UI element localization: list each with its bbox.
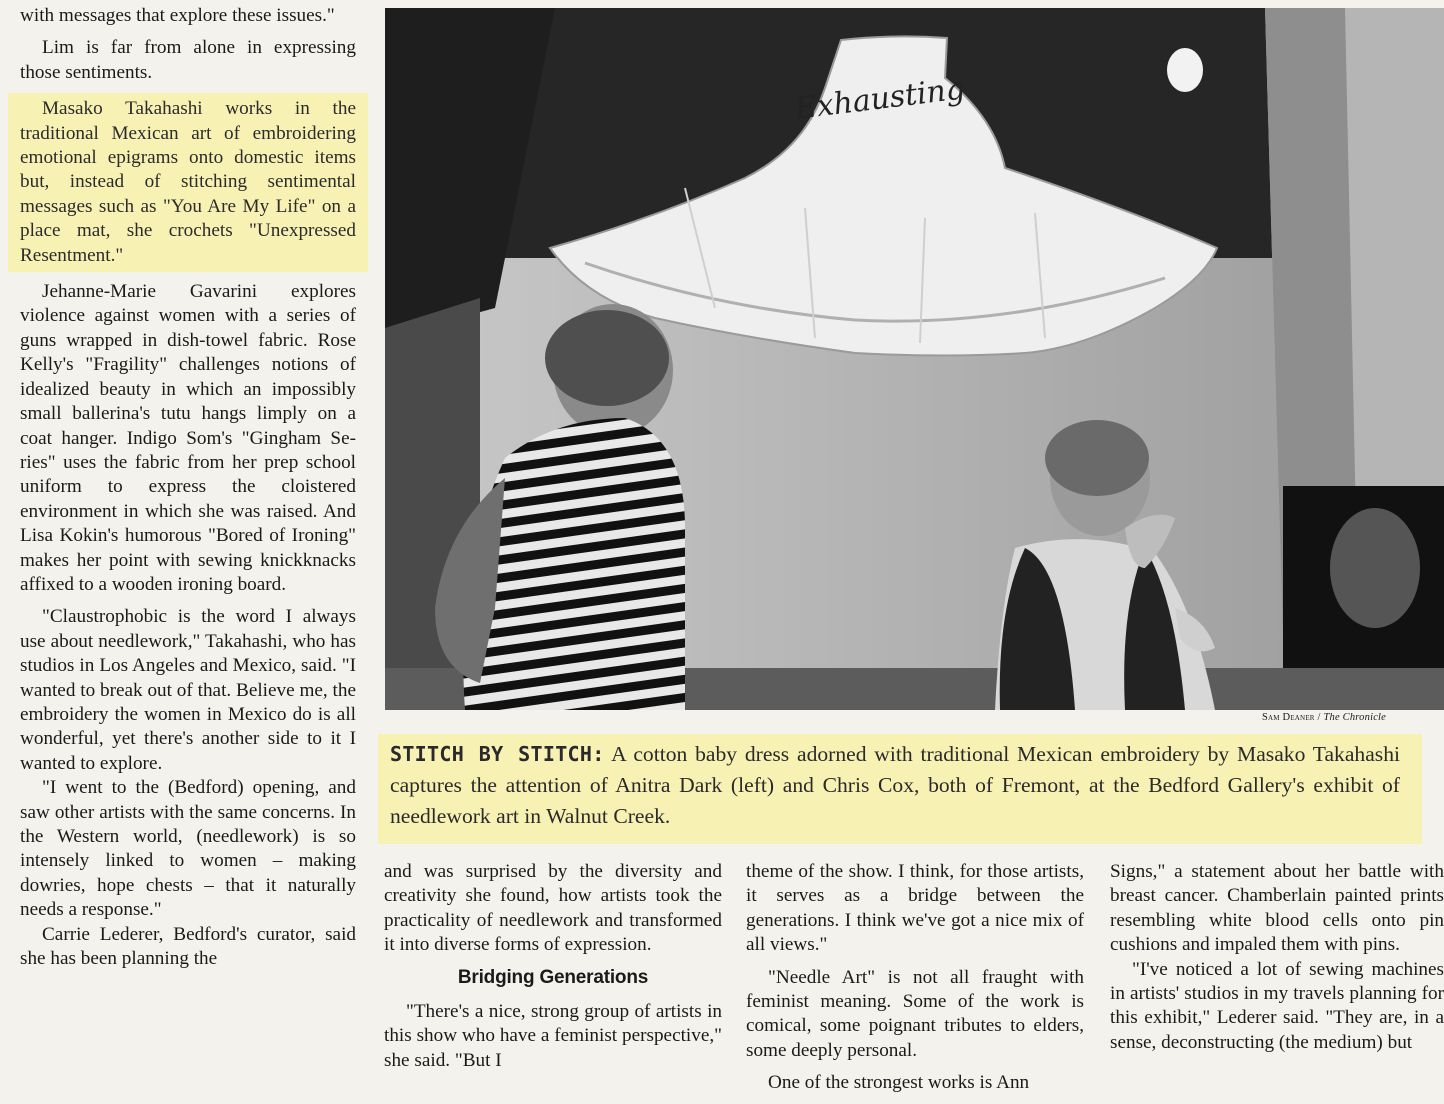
paragraph: Carrie Lederer, Bedford's curator, said she has been planning the <box>20 923 356 970</box>
paragraph: and was surprised by the diversity and creativity she found, how artists took the practicality of needlework and transformed it into diverse forms of expression. <box>384 861 722 956</box>
photographer-name: Sam Deaner <box>1262 712 1315 723</box>
paragraph: "Needle Art" is not all fraught with feminist meaning. Some of the work is comical, some poignant tributes to elders, some deeply personal. <box>746 966 1084 1061</box>
caption-kicker: STITCH BY STITCH: <box>390 742 605 766</box>
paragraph: Signs," a statement about her battle with breast cancer. Chamberlain painted prints resembling white blood cells onto pin cushions and impaled them with pins. <box>1110 861 1444 956</box>
subhead: Bridging Generations <box>457 966 649 988</box>
paragraph: "I went to the (Bedford) opening, and saw other artists with the same concerns. In the Western world, (needlework) is so intensely linked to women – making dowries, hope chests – that it naturally needs a response." <box>20 777 356 921</box>
article-column-1 <box>20 4 356 971</box>
article-column-2 <box>384 860 722 1073</box>
paragraph: "Claustrophobic is the word I always use about needlework," Takahashi, who has studios in Los Angeles and Mexico, said. "I wanted to break out of that. Believe me, the embroidery the women in Mexico do is all wonderful, yet there's another side to it I wanted to explore. <box>20 606 356 774</box>
photo-caption <box>378 734 1422 844</box>
paragraph: theme of the show. I think, for those artists, it serves as a bridge between the generations. I think we've got a nice mix of all views." <box>746 861 1084 956</box>
highlighted-paragraph: Masako Takahashi works in the traditional Mexican art of embroidering emotional epigrams onto domestic items but, instead of stitching sentimental messages such as "You Are My Life" on a place mat, she crochets "Unexpressed Resentment." <box>8 93 368 272</box>
paragraph: with messages that explore these issues." <box>20 5 335 26</box>
publication-name: The Chronicle <box>1323 712 1387 723</box>
credit-separator: / <box>1314 712 1324 723</box>
paragraph: Jehanne-Marie Gavarini explores violence against women with a series of guns wrapped in dish-towel fabric. Rose Kelly's "Fragility" challenges notions of idealized beauty in which an impossibly small ballerina's tutu hangs limply on a coat hanger. Indigo Som's "Gingham Series" uses the fabric from her prep school uniform to express the cloistered environment in which she was raised. And Lisa Kokin's humorous "Bored of Ironing" makes her point with sewing knickknacks affixed to a wooden ironing board. <box>20 281 356 595</box>
article-column-4 <box>1110 860 1444 1055</box>
article-photo <box>385 8 1444 710</box>
paragraph: One of the strongest works is Ann <box>768 1072 1030 1094</box>
paragraph: Lim is far from alone in expressing those sentiments. <box>20 37 356 83</box>
article-column-3 <box>746 860 1084 1096</box>
photo-illustration <box>385 8 1444 710</box>
paragraph: "I've noticed a lot of sewing machines in artists' studios in my travels planning for this exhibit," Lederer said. "They are, in a sense, deconstructing (the medium) but <box>1110 958 1444 1053</box>
embroidered-word: Exhausting <box>792 71 967 127</box>
caption-text: A cotton baby dress adorned with traditional Mexican embroidery by Masako Takahashi captures the attention of Anitra Dark (left) and Chris Cox, both of Fremont, at the Bedford Gallery's exhibit of needlework art in Walnut Creek. <box>390 742 1400 828</box>
photo-credit <box>1262 711 1444 725</box>
paragraph: "There's a nice, strong group of artists in this show who have a feminist perspective," she said. "But I <box>384 1001 722 1071</box>
